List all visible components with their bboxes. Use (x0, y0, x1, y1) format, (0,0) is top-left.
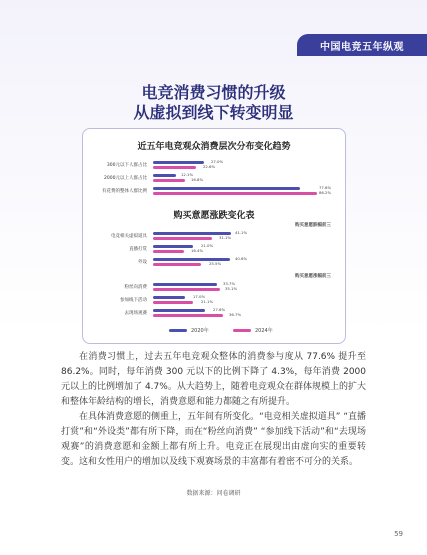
intent-bar-2024 (153, 314, 223, 317)
intent-label: 直播打赏 (129, 247, 147, 252)
chart1-bar-2024 (153, 179, 185, 182)
chart1-label: 300元以下人群占比 (106, 163, 147, 168)
intent-label: 参加线下活动 (120, 298, 147, 303)
intent-bar-2024 (153, 301, 193, 304)
intent-bar-2020 (153, 245, 193, 248)
legend-2024 (233, 327, 273, 334)
intent-value-2024: 36.7% (229, 312, 242, 317)
intent-label: 电竞相关虚拟道具 (111, 234, 147, 239)
intent-bar-2020 (153, 309, 205, 312)
intent-label: 粉丝向消费 (124, 285, 147, 290)
body-text (61, 350, 366, 470)
chart1-bar-2024 (153, 192, 317, 195)
chart1-value-2024: 86.2% (319, 190, 332, 195)
chart1-label: 2000元以上人群占比 (104, 176, 147, 181)
intent-down-tag: 购买意愿跌幅前三 (295, 223, 331, 228)
chart1-value-2024: 16.8% (191, 177, 204, 182)
page-number: 59 (394, 530, 403, 538)
chart1-value-2020: 27.0% (211, 159, 224, 164)
chart1-bar-2024 (153, 166, 196, 169)
section-title-tab: 中国电竞五年纵观 (297, 34, 427, 56)
paragraph-1: 在消费习惯上，过去五年电竞观众整体的消费参与度从 77.6% 提升至 86.2%。同时，每年消费 300 元以下的比例下降了 4.3%，每年消费 2000 元以上的比例增加了 4.7%。从大趋势上，随着电竞观众在群体规模上的扩大和整体年龄结构的增长，消费意愿和能力都随之有所提升。 (61, 352, 366, 407)
intent-value-2024: 31.1% (219, 235, 232, 240)
intent-value-2024: 16.4% (191, 248, 204, 253)
intent-bar-2024 (153, 237, 212, 240)
intent-bar-2024 (153, 288, 220, 291)
chart1-bar-2020 (153, 174, 176, 177)
intent-value-2020: 17.0% (193, 294, 206, 299)
intent-bar-2020 (153, 296, 185, 299)
intent-bar-2020 (153, 283, 217, 286)
intent-value-2020: 21.0% (201, 243, 214, 248)
intent-value-2024: 25.5% (209, 261, 222, 266)
paragraph-2: 在具体消费意愿的侧重上，五年间有所变化。“电竞相关虚拟道具” “直播打赏”和“外设类”都有所下降，而在“粉丝向消费” “参加线下活动”和“去现场观赛”的消费意愿和金额上都有所上升。电竞正在展现出由虚向实的重要转变。这和女性用户的增加以及线下观赛场景的丰富都有着密不可分的关系。 (61, 412, 366, 467)
legend-label-2020: 2020年 (191, 328, 209, 334)
intent-label: 去现场观赛 (124, 311, 147, 316)
figure-card (82, 128, 346, 344)
legend-swatch-2020 (169, 329, 187, 332)
chart1-title: 近五年电竞观众消费层次分布变化趋势 (137, 142, 291, 152)
intent-bar-2024 (153, 263, 201, 266)
data-source: 数据来源：问卷调研 (186, 490, 241, 497)
intent-bar-2024 (153, 250, 184, 253)
intent-value-2020: 27.6% (213, 307, 226, 312)
headline-line-2: 从虚拟到线下转变明显 (133, 103, 294, 122)
intent-value-2020: 33.7% (223, 281, 236, 286)
legend-label-2024: 2024年 (255, 328, 273, 334)
intent-value-2024: 21.1% (201, 299, 214, 304)
intent-up-tag: 购买意愿涨幅前三 (295, 274, 331, 279)
chart1-value-2020: 12.1% (181, 172, 194, 177)
intent-value-2024: 35.1% (225, 286, 238, 291)
chart1-bar-2020 (153, 187, 300, 190)
intent-label: 外设 (138, 260, 147, 265)
chart1-value-2020: 77.6% (319, 185, 332, 190)
chart1-value-2024: 22.6% (203, 164, 216, 169)
chart1-label: 有花费的整体人群比例 (102, 189, 147, 194)
legend-swatch-2024 (233, 329, 251, 332)
headline-line-1: 电竞消费习惯的升级 (141, 83, 286, 102)
intent-value-2020: 40.6% (235, 256, 248, 261)
legend-2020 (169, 327, 209, 334)
chart1-bar-2020 (153, 161, 204, 164)
chart2-title: 购买意愿涨跌变化表 (173, 211, 255, 221)
intent-value-2020: 41.1% (235, 230, 248, 235)
